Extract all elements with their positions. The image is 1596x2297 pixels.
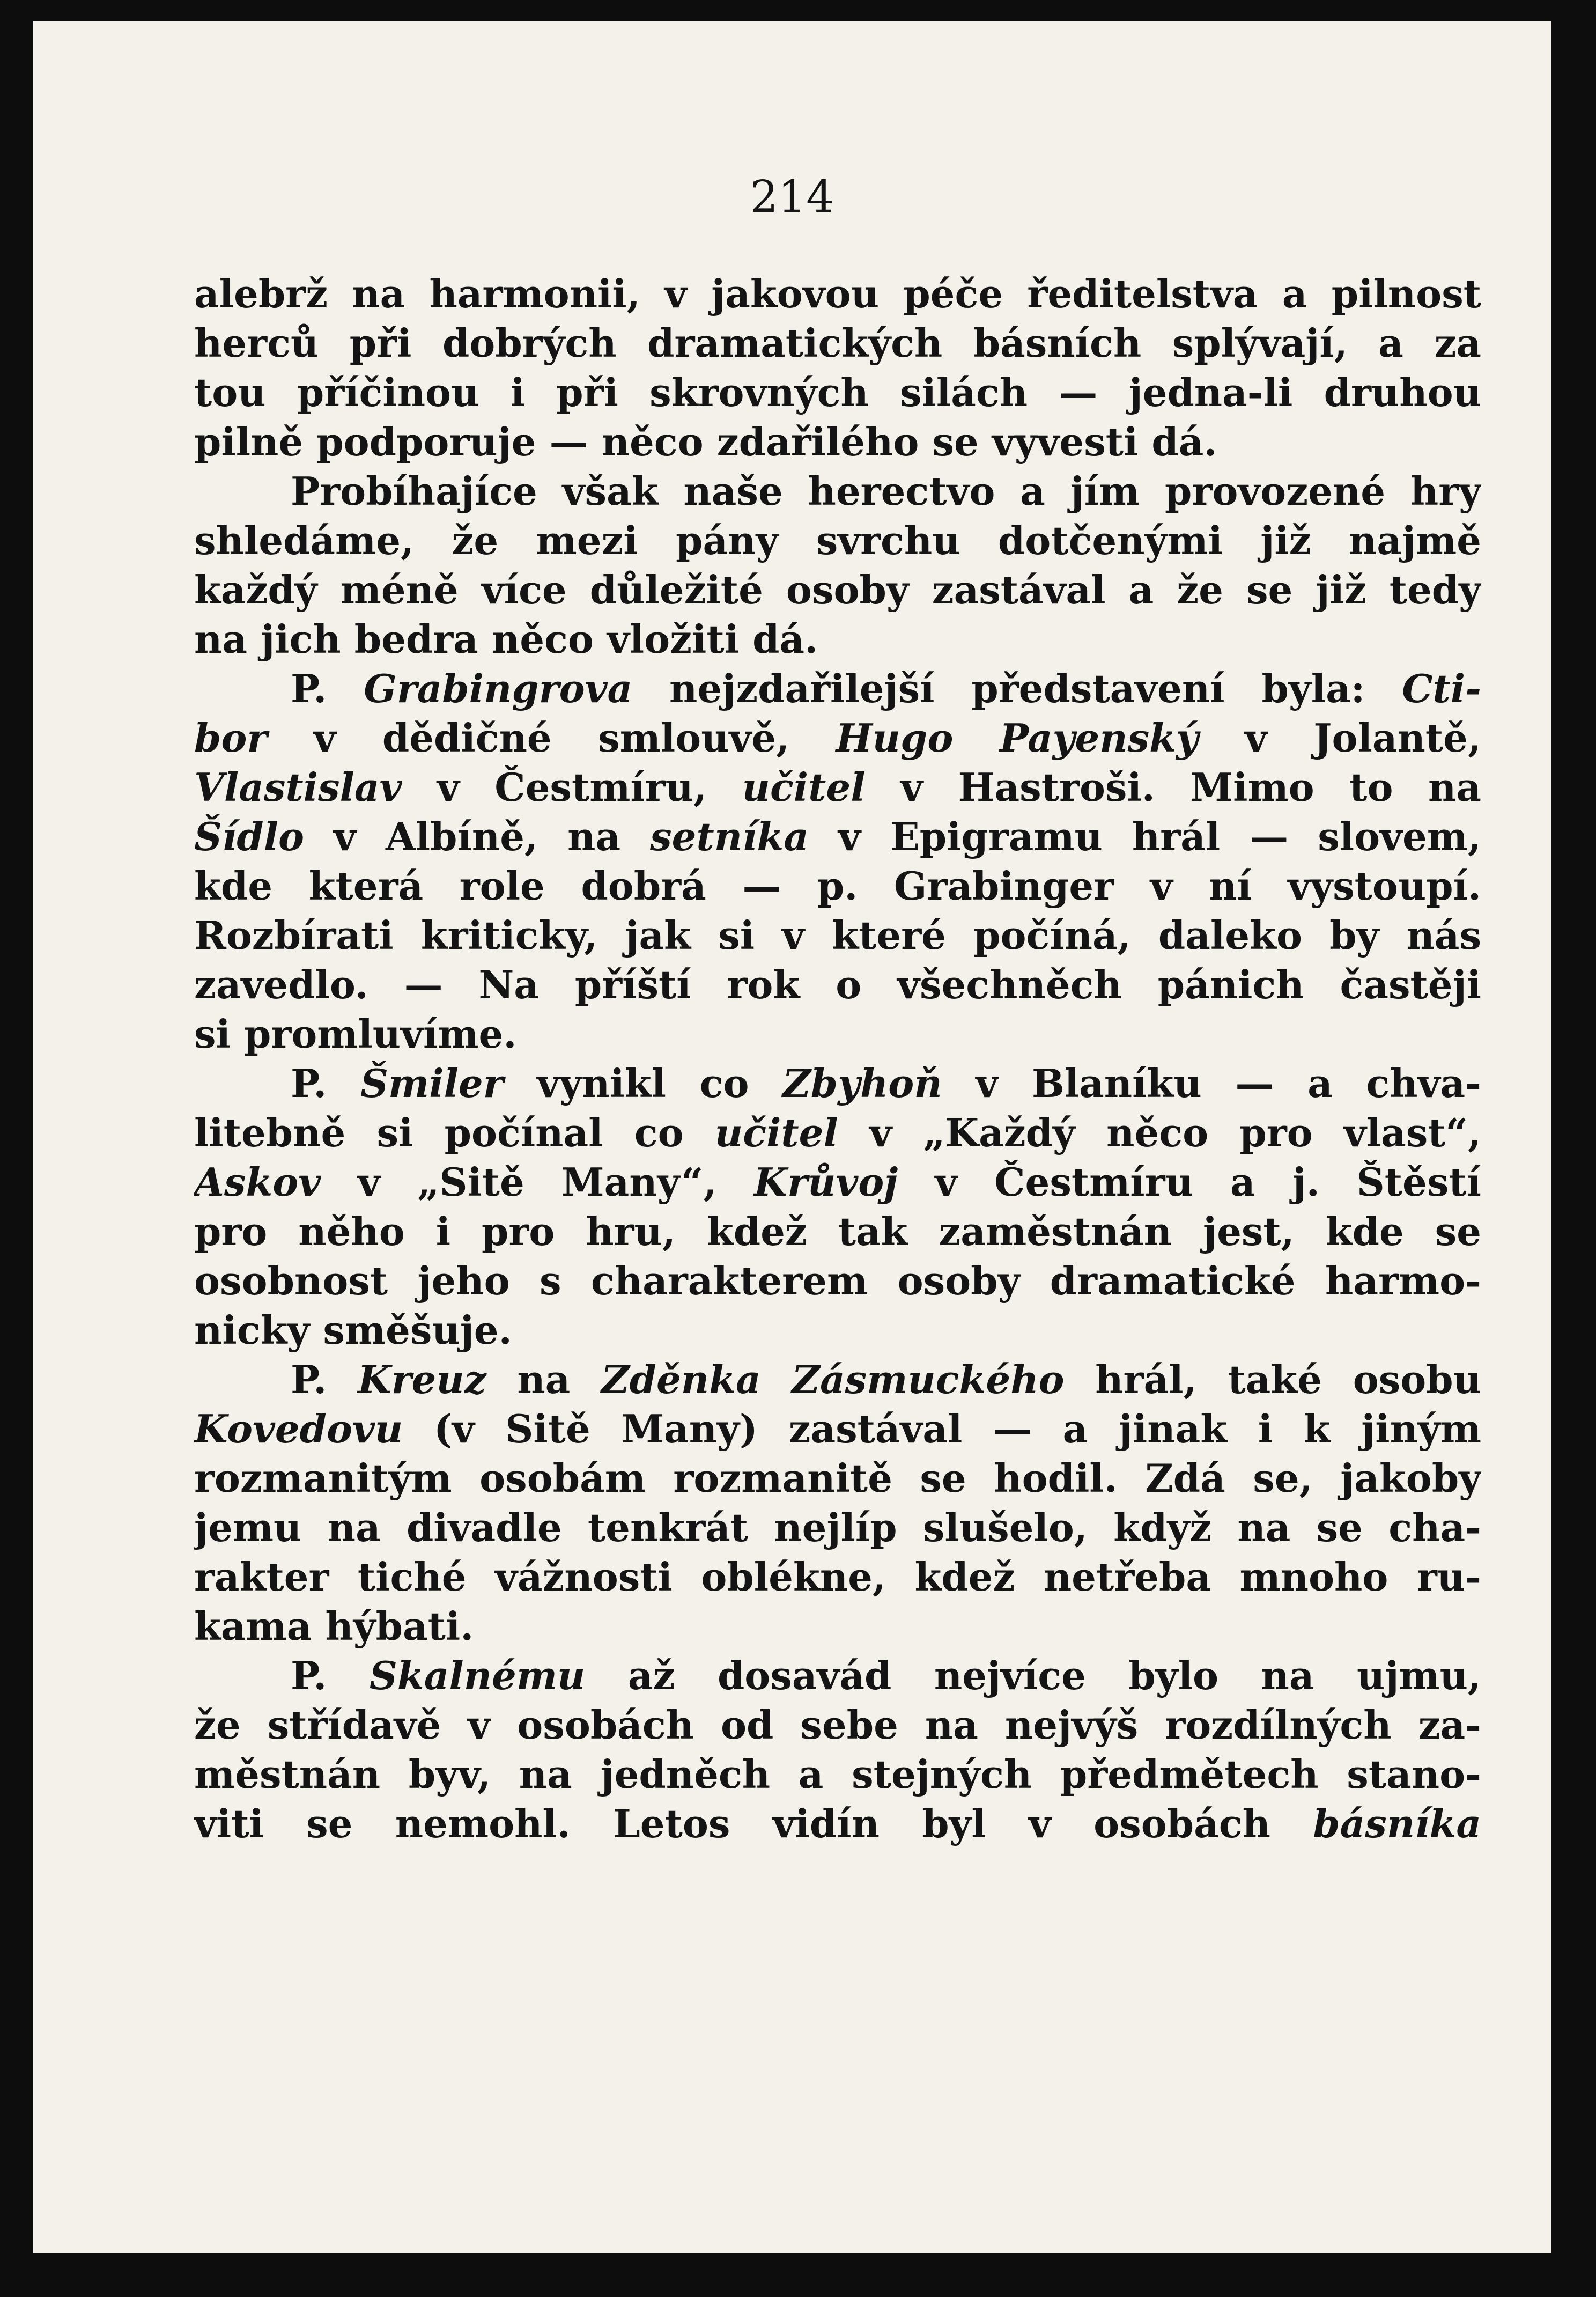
italic-name: básníka — [1313, 1801, 1481, 1846]
text-line — [194, 1059, 1481, 1108]
text-line — [194, 565, 1481, 615]
text-run: P. — [291, 666, 364, 711]
text-line — [194, 1602, 1481, 1651]
text-run: nicky směšuje. — [194, 1307, 512, 1353]
text-run: pilně podporuje — něco zdařilého se vyvesti dá. — [194, 419, 1217, 465]
text-run: (v Sitě Many) zastával — a jinak i k jiným — [403, 1406, 1481, 1452]
text-line — [194, 516, 1481, 565]
text-run: v „Každý něco pro vlast“, — [838, 1110, 1481, 1155]
italic-name: Hugo Payenský — [836, 715, 1199, 761]
text-run: nejzdařilejší představení byla: — [632, 666, 1402, 711]
text-line — [194, 1503, 1481, 1552]
italic-name: Kreuz — [358, 1357, 486, 1402]
text-line — [194, 1010, 1481, 1059]
italic-name: Šídlo — [194, 814, 305, 859]
text-run: viti se nemohl. Letos vidín byl v osobách — [194, 1801, 1313, 1846]
text-run: v Blaníku — a chva- — [942, 1061, 1481, 1106]
text-line — [194, 368, 1481, 417]
text-line — [194, 1108, 1481, 1158]
italic-name: učitel — [742, 764, 866, 810]
text-line — [194, 1355, 1481, 1404]
text-line — [194, 417, 1481, 467]
text-run: na — [486, 1357, 602, 1402]
text-run: Probíhajíce však naše herectvo a jím provozené hry — [291, 468, 1481, 514]
italic-name: Grabingrova — [364, 666, 633, 711]
text-line — [194, 1700, 1481, 1750]
text-run: na jich bedra něco vložiti dá. — [194, 616, 818, 662]
body-text — [194, 269, 1481, 1849]
book-page — [33, 21, 1551, 2253]
text-line — [194, 763, 1481, 812]
italic-name: Vlastislav — [194, 764, 402, 810]
text-run: zavedlo. — Na příští rok o všechněch pánich častěji — [194, 962, 1481, 1007]
italic-name: Skalnému — [369, 1653, 586, 1698]
text-line — [194, 615, 1481, 664]
text-line — [194, 862, 1481, 911]
text-line — [194, 269, 1481, 319]
text-run: P. — [291, 1357, 358, 1402]
text-run: každý méně více důležité osoby zastával a že se již tedy — [194, 567, 1481, 613]
text-run: tou příčinou i při skrovných silách — jedna-li druhou — [194, 370, 1481, 415]
text-run: vynikl co — [503, 1061, 783, 1106]
text-run: osobnost jeho s charakterem osoby dramatické harmo- — [194, 1258, 1481, 1304]
page-number: 214 — [750, 172, 834, 223]
text-run: rozmanitým osobám rozmanitě se hodil. Zdá se, jakoby — [194, 1455, 1481, 1501]
italic-name: Zděnka Zásmuckého — [601, 1357, 1065, 1402]
text-line — [194, 1404, 1481, 1454]
text-line — [194, 1306, 1481, 1355]
text-line — [194, 1158, 1481, 1207]
text-run: v Epigramu hrál — slovem, — [808, 814, 1481, 859]
text-run: si promluvíme. — [194, 1011, 517, 1057]
text-run: v Jolantě, — [1198, 715, 1481, 761]
text-line — [194, 911, 1481, 960]
text-run: v dědičné smlouvě, — [267, 715, 836, 761]
italic-name: bor — [194, 715, 268, 761]
text-line — [194, 1207, 1481, 1256]
text-run: rakter tiché vážnosti oblékne, kdež netřeba mnoho ru- — [194, 1554, 1481, 1600]
text-run: že střídavě v osobách od sebe na nejvýš rozdílných za- — [194, 1702, 1481, 1748]
text-run: v Hastroši. Mimo to na — [865, 764, 1481, 810]
text-run: až dosavád nejvíce bylo na ujmu, — [585, 1653, 1481, 1698]
text-run: městnán byv, na jedněch a stejných předmětech stano- — [194, 1751, 1481, 1797]
text-line — [194, 467, 1481, 516]
text-run: kde která role dobrá — p. Grabinger v ní vystoupí. — [194, 863, 1481, 909]
text-line — [194, 713, 1481, 763]
text-run: v Albíně, na — [304, 814, 651, 859]
italic-name: Kovedovu — [194, 1406, 403, 1452]
text-line — [194, 1651, 1481, 1700]
text-run: v Čestmíru a j. Štěstí — [898, 1159, 1481, 1205]
text-run: alebrž na harmonii, v jakovou péče ředitelstva a pilnost — [194, 271, 1481, 316]
text-line — [194, 960, 1481, 1010]
text-run: v Čestmíru, — [402, 764, 742, 810]
text-run: P. — [291, 1653, 370, 1698]
text-line — [194, 664, 1481, 713]
text-line — [194, 812, 1481, 862]
italic-name: Zbyhoň — [782, 1061, 942, 1106]
italic-name: Askov — [194, 1159, 321, 1205]
text-line — [194, 319, 1481, 368]
text-line — [194, 1552, 1481, 1602]
text-run: P. — [291, 1061, 360, 1106]
text-line — [194, 1454, 1481, 1503]
text-run: pro něho i pro hru, kdež tak zaměstnán jest, kde se — [194, 1209, 1481, 1254]
text-run: kama hýbati. — [194, 1603, 474, 1649]
italic-name: učitel — [714, 1110, 838, 1155]
italic-name: setníka — [650, 814, 809, 859]
text-run: litebně si počínal co — [194, 1110, 715, 1155]
text-line — [194, 1750, 1481, 1799]
text-run: hrál, také osobu — [1064, 1357, 1481, 1402]
text-run: jemu na divadle tenkrát nejlíp slušelo, když na se cha- — [194, 1505, 1481, 1550]
italic-name: Krůvoj — [753, 1159, 898, 1205]
text-line — [194, 1799, 1481, 1849]
text-run: Rozbírati kriticky, jak si v které počíná, daleko by nás — [194, 912, 1481, 958]
text-run: herců při dobrých dramatických básních splývají, a za — [194, 320, 1481, 366]
text-run: v „Sitě Many“, — [321, 1159, 754, 1205]
italic-name: Cti- — [1402, 666, 1481, 711]
text-run: shledáme, že mezi pány svrchu dotčenými již najmě — [194, 518, 1481, 563]
italic-name: Šmiler — [360, 1061, 504, 1106]
text-line — [194, 1256, 1481, 1306]
